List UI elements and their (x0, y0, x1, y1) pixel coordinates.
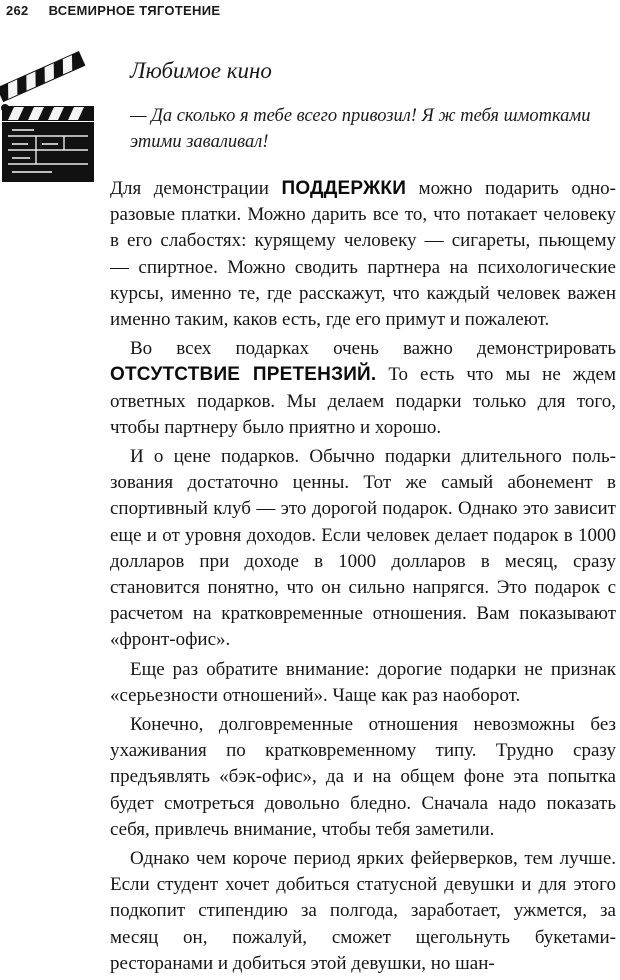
movie-clapperboard-icon (0, 60, 98, 184)
movie-quote: — Да сколько я тебе всего привозил! Я ж тебя шмотками этими заваливал! (130, 106, 591, 152)
paragraph-1-lead: Для демонстрации (110, 178, 269, 199)
paragraph-6: Однако чем короче период ярких фейерверков, тем лучше. Если студент хочет добиться статусной девушки и для этого подкопит стипендию за полгода, заработает, ужмется, за месяц он, пожалуй, сможет щегольнуть букетами-ресторанами и добиться этой девушки, но шан- (110, 848, 616, 974)
paragraph-5: Конечно, долговременные отношения невозможны без ухаживания по кратковременному типу. Трудно сразу предъявлять «бэк-офис», да и на общем фоне эта попытка будет смотреться довольно бледно. Сначала надо показать себя, привлечь внимание, чтобы тебя заметили. (110, 714, 616, 840)
paragraph-3: И о цене подарков. Обычно подарки длительного пользования достаточно ценны. Тот же самый абонемент в спортивный клуб — это дорогой подарок. Однако это зависит еще и от уровня доходов. Если человек делает подарок в 1000 долларов при доходе в 1000 долларов в месяц, сразу становится понятно, что он сильно напрягся. Это подарок с расчетом на кратковременные отношения. Вам показывают «фронт-офис». (110, 446, 616, 651)
paragraph-2-rest: То есть что мы не ждем ответных подарков. Мы делаем подарки только для того, чтобы партнеру было приятно и хорошо. (110, 364, 616, 438)
paragraph-2-lead: Во всех подарках очень важно демонстрировать (130, 338, 616, 360)
running-title: ВСЕМИРНОЕ ТЯГОТЕНИЕ (48, 3, 221, 18)
running-header (6, 3, 220, 18)
keyword-no-claims: ОТСУТСТВИЕ ПРЕТЕНЗИЙ. (110, 364, 377, 386)
page-number: 262 (6, 3, 29, 18)
paragraph-1 (110, 176, 616, 333)
paragraph-1-rest: можно подарить одноразовые платки. Можно дарить все то, что потакает человеку в его слабостях: курящему человеку — сигареты, пьющему — спиртное. Можно сводить партнера на психологические курсы, именно те, где расскажут, что каждый человек важен именно таким, каков есть, где его примут и пожалеют. (110, 178, 616, 331)
paragraph-4: Еще раз обратите внимание: дорогие подарки не признак «серьезности отношений». Чаще как раз наоборот. (110, 658, 616, 706)
paragraph-2 (110, 336, 616, 441)
body-text (110, 176, 616, 980)
keyword-support: ПОДДЕРЖКИ (281, 178, 407, 199)
sidebar-box-title: Любимое кино (130, 58, 272, 83)
